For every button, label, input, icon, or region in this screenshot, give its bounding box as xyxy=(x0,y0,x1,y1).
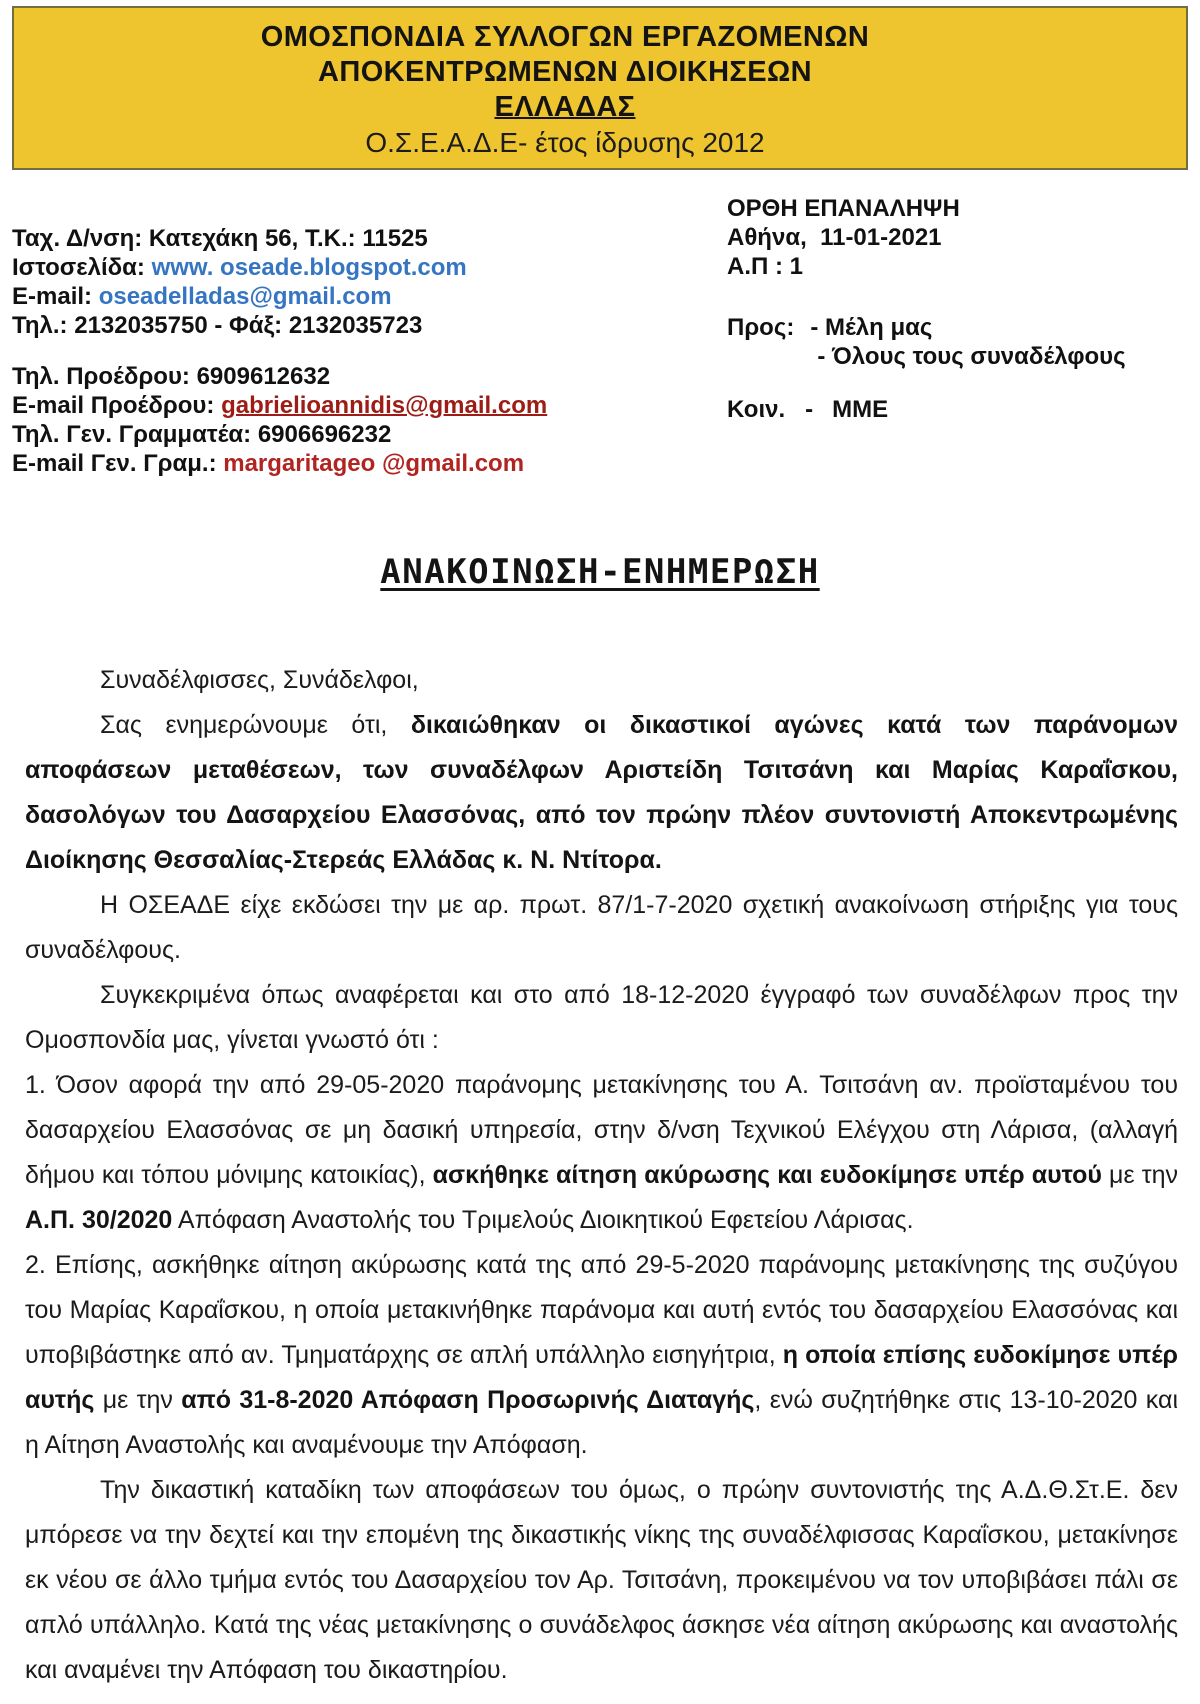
cc-value: ΜΜΕ xyxy=(832,396,889,423)
website-label: Ιστοσελίδα: xyxy=(12,254,152,281)
to-item: - Μέλη μας xyxy=(810,314,933,341)
document-title: ΑΝΑΚΟΙΝΩΣΗ-ΕΝΗΜΕΡΩΣΗ xyxy=(380,552,820,592)
intro-bold: δικαιώθηκαν οι δικαστικοί αγώνες κατά των παράνομων αποφάσεων μεταθέσεων, των συναδέλφων Αριστείδη Τσιτσάνη και Μαρίας Καραΐσκου, δασολόγων του Δασαρχείου Ελασσόνας, από τον πρώην πλέον συντονιστή Αποκεντρωμένης Διοίκησης Θεσσαλίας-Στερεάς Ελλάδας κ. Ν. Ντίτορα. xyxy=(25,711,1178,874)
contact-block xyxy=(12,224,547,478)
item1-bold-2: Α.Π. 30/2020 xyxy=(25,1206,173,1234)
org-name-line-3: ΕΛΛΑΔΑΣ xyxy=(494,91,636,123)
protocol-number: Α.Π : 1 xyxy=(727,253,804,280)
org-name-line-1: ΟΜΟΣΠΟΝΔΙΑ ΣΥΛΛΟΓΩΝ ΕΡΓΑΖΟΜΕΝΩΝ xyxy=(260,21,870,53)
president-phone: Τηλ. Προέδρου: 6909612632 xyxy=(12,363,331,390)
to-items xyxy=(810,313,1125,371)
item2-text-b: με την xyxy=(94,1386,182,1414)
secretary-email-link[interactable]: margaritageo @gmail.com xyxy=(223,450,525,477)
numbered-item-2 xyxy=(25,1243,1178,1468)
item1-text-a: 1. Όσον αφορά την από 29-05-2020 παράνομης μετακίνησης του Α. Τσιτσάνη αν. προϊσταμένου του δασαρχείου Ελασσόνας σε μη δασική υπηρεσία, στην δ/νση Τεχνικού Ελέγχου στη Λάρισα, (αλλαγή δήμου και τόπου μόνιμης κατοικίας), xyxy=(25,1071,1178,1189)
item2-text-a: 2. Επίσης, ασκήθηκε αίτηση ακύρωσης κατά της από 29-5-2020 παράνομης μετακίνησης της συζύγου του Μαρίας Καραΐσκου, η οποία μετακινήθηκε παράνομα και αυτή εντός του δασαρχείου Ελασσόνας και υποβιβάστηκε από αν. Τμηματάρχης σε απλή υπάλληλο εισηγήτρια, xyxy=(25,1251,1178,1369)
contact-address: Ταχ. Δ/νση: Κατεχάκη 56, Τ.Κ.: 11525 xyxy=(12,225,428,252)
org-founding-year: Ο.Σ.Ε.Α.Δ.Ε- έτος ίδρυσης 2012 xyxy=(365,127,765,158)
item1-bold-1: ασκήθηκε αίτηση ακύρωσης και ευδοκίμησε υπέρ αυτού xyxy=(432,1161,1102,1189)
meta-block xyxy=(727,194,1126,424)
secretary-email-label: E-mail Γεν. Γραμ.: xyxy=(12,450,224,477)
closing-paragraph: Την δικαστική καταδίκη των αποφάσεων του όμως, ο πρώην συντονιστής της Α.Δ.Θ.Στ.Ε. δεν μπόρεσε να την δεχτεί και την επομένη της δικαστικής νίκης της συναδέλφισσας Καραΐσκου, μετακίνησε εκ νέου σε άλλο τμήμα εντός του Δασαρχείου τον Αρ. Τσιτσάνη, προκειμένου να τον υποβιβάσει πάλι σε απλό υπάλληλο. Κατά της νέας μετακίνησης ο συνάδελφος άσκησε νέα αίτηση ακύρωσης και αναστολής και αναμένει την Απόφαση του δικαστηρίου. xyxy=(25,1476,1178,1684)
details-paragraph: Συγκεκριμένα όπως αναφέρεται και στο από 18-12-2020 έγγραφό των συναδέλφων προς την Ομοσπονδία μας, γίνεται γνωστό ότι : xyxy=(25,981,1178,1054)
oseade-paragraph: Η ΟΣΕΑΔΕ είχε εκδώσει την με αρ. πρωτ. 87/1-7-2020 σχετική ανακοίνωση στήριξης για τους συναδέλφους. xyxy=(25,891,1178,964)
correction-notice: ΟΡΘΗ ΕΠΑΝΑΛΗΨΗ xyxy=(727,195,960,222)
president-email-label: E-mail Προέδρου: xyxy=(12,392,222,419)
item2-bold-2: από 31-8-2020 Απόφαση Προσωρινής Διαταγής xyxy=(181,1386,755,1414)
intro-paragraph xyxy=(25,703,1178,883)
contact-website-row xyxy=(12,253,547,282)
secretary-email-row xyxy=(12,449,547,478)
numbered-item-1 xyxy=(25,1063,1178,1243)
org-banner xyxy=(12,6,1188,170)
recipients-row xyxy=(727,313,1126,371)
contact-email-row xyxy=(12,282,547,311)
item2-bold-1: η οποία επίσης ευδοκίμησε υπέρ αυτής xyxy=(25,1341,1178,1414)
org-name-line-2: ΑΠΟΚΕΝΤΡΩΜΕΝΩΝ ΔΙΟΙΚΗΣΕΩΝ xyxy=(318,56,812,88)
item1-text-b: με την xyxy=(1101,1161,1178,1189)
website-link[interactable]: www. oseade.blogspot.com xyxy=(151,254,467,281)
secretary-phone: Τηλ. Γεν. Γραμματέα: 6906696232 xyxy=(12,421,392,448)
item1-text-c: Απόφαση Αναστολής του Τριμελούς Διοικητικού Εφετείου Λάρισας. xyxy=(172,1206,914,1234)
to-label: Προς: xyxy=(727,314,795,341)
intro-normal: Σας ενημερώνουμε ότι, xyxy=(100,711,411,739)
org-email-link[interactable]: oseadelladas@gmail.com xyxy=(98,283,392,310)
to-item: - Όλους τους συναδέλφους xyxy=(817,343,1126,370)
document-body xyxy=(25,658,1178,1693)
cc-label: Κοιν. xyxy=(727,396,786,423)
cc-row xyxy=(727,395,1126,424)
president-email-link[interactable]: gabrielioannidis@gmail.com xyxy=(221,392,548,419)
salutation: Συναδέλφισσες, Συνάδελφοι, xyxy=(100,666,419,694)
president-email-row xyxy=(12,391,547,420)
contact-phone-fax: Τηλ.: 2132035750 - Φάξ: 2132035723 xyxy=(12,312,423,339)
cc-dash: - xyxy=(805,396,814,423)
issue-date: Αθήνα, 11-01-2021 xyxy=(727,224,942,251)
email-label: E-mail: xyxy=(12,283,99,310)
item2-text-c: , ενώ συζητήθηκε στις 13-10-2020 και η Αίτηση Αναστολής και αναμένουμε την Απόφαση. xyxy=(25,1386,1179,1459)
